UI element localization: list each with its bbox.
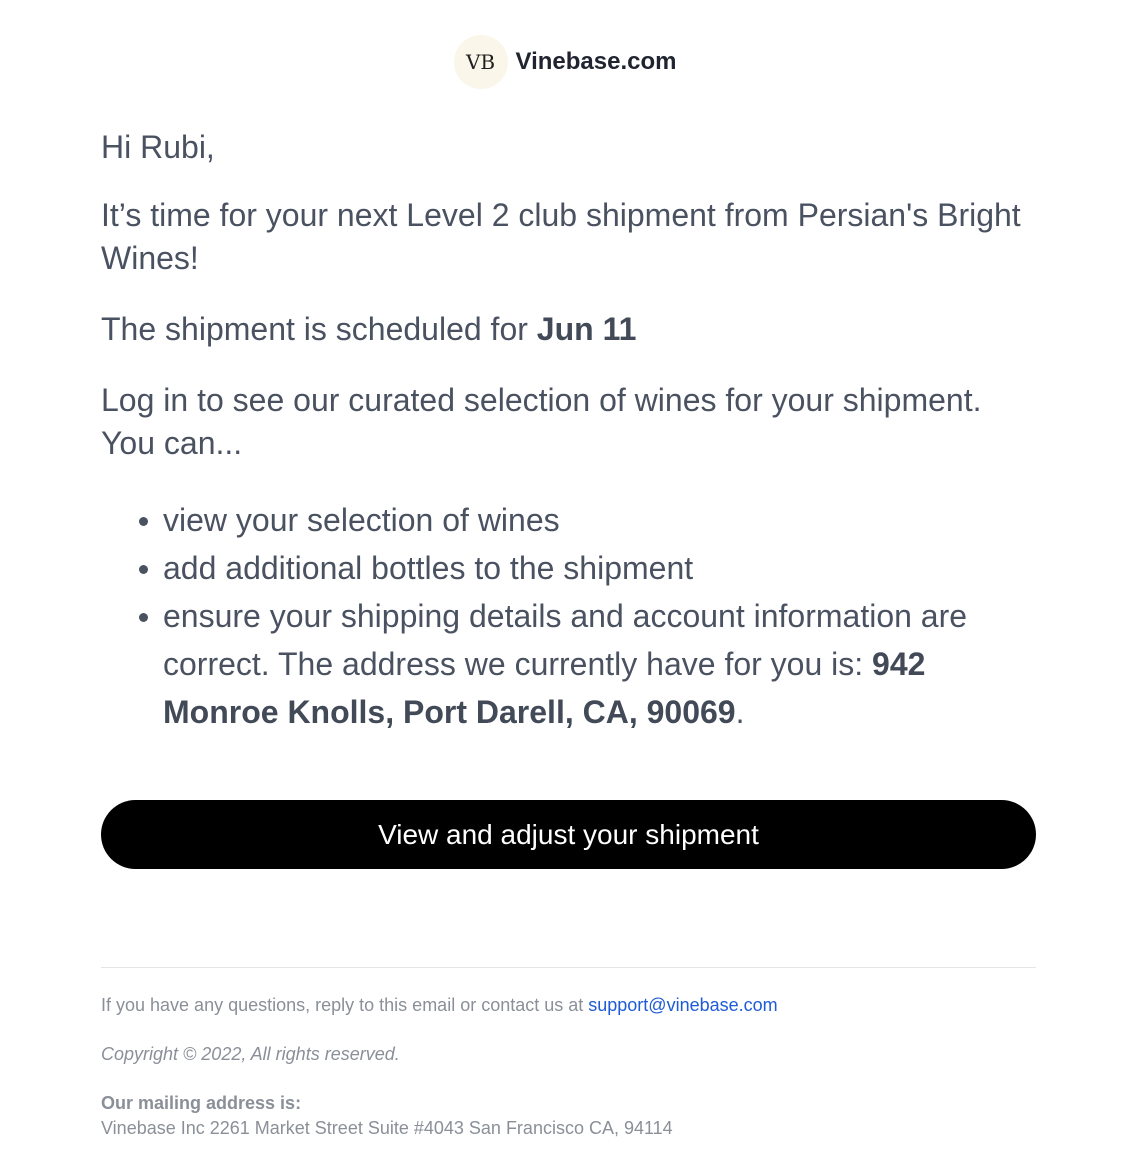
footer-questions — [101, 995, 778, 1016]
support-email-link[interactable]: support@vinebase.com — [588, 995, 778, 1015]
brand-name: Vinebase.com — [515, 48, 677, 75]
brand-logo[interactable] — [454, 35, 677, 89]
scheduled-prefix: The shipment is scheduled for — [101, 311, 537, 347]
scheduled-text — [101, 308, 1036, 351]
footer-questions-text: If you have any questions, reply to this email or contact us at — [101, 995, 589, 1015]
intro-text: It’s time for your next Level 2 club shipment from Persian's Bright Wines! — [101, 197, 1021, 276]
email-header — [0, 35, 1130, 89]
bullet-icon — [139, 565, 148, 574]
list-item — [163, 544, 1036, 592]
footer-mailing-label: Our mailing address is: — [101, 1093, 302, 1113]
list-item-suffix: . — [735, 694, 745, 730]
footer-divider — [101, 967, 1036, 968]
footer-mailing-address: Vinebase Inc 2261 Market Street Suite #4043 San Francisco CA, 94114 — [101, 1118, 673, 1138]
footer-copyright: Copyright © 2022, All rights reserved. — [101, 1044, 400, 1064]
bullet-icon — [139, 517, 148, 526]
list-item — [163, 496, 1036, 544]
feature-list — [101, 496, 1036, 736]
greeting: Hi Rubi, — [101, 129, 215, 165]
list-item-text: view your selection of wines — [163, 502, 560, 538]
list-item-text: add additional bottles to the shipment — [163, 550, 694, 586]
view-shipment-button[interactable]: View and adjust your shipment — [101, 800, 1036, 869]
login-text: Log in to see our curated selection of wines for your shipment. You can... — [101, 382, 982, 461]
list-item — [163, 592, 1036, 736]
shipping-address: 942 Monroe Knolls, Port Darell, CA, 90069 — [163, 646, 926, 730]
email-body — [101, 124, 1036, 736]
bullet-icon — [139, 613, 148, 622]
list-item-text: ensure your shipping details and account information are correct. The address we currently have for you is: — [163, 598, 968, 682]
scheduled-date: Jun 11 — [536, 311, 637, 347]
logo-badge: VB — [454, 35, 508, 89]
